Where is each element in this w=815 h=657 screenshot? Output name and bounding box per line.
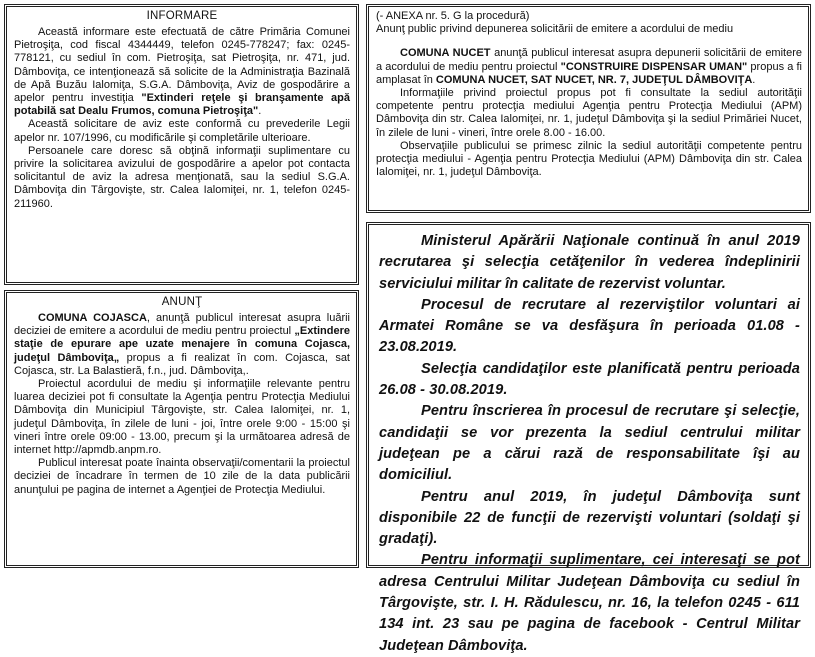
anexa-paragraph-1 [376,47,802,87]
informare-project-name: "Extinderi reţele şi branşamente apă potabilă sat Dealu Frumos, comuna Pietroşiţa" [14,92,351,118]
informare-p1-end: . [258,105,262,118]
anexa-body [376,10,802,206]
minister-notice [366,222,811,654]
minister-paragraph-5: Pentru anul 2019, în judeţul Dâmboviţa sunt disponibile 22 de funcţii de rezervişti voluntari (soldaţi şi gradaţi). [379,488,800,548]
anunt-p1-location: propus a fi realizat în com. Cojasca, sat Cojasca, str. La Balastieră, f.n., jud. Dâmboviţa,. [14,351,350,377]
anexa-commune-name: COMUNA NUCET [400,47,491,60]
informare-title: INFORMARE [146,10,218,22]
anexa-notice [366,4,811,213]
informare-notice [4,4,359,285]
anunt-title: ANUNŢ [161,296,203,308]
anunt-project-name: „Extindere staţie de epurare ape uzate menajere în comuna Cojasca, judeţul Dâmboviţa„ [14,325,350,364]
minister-paragraph-4: Pentru înscrierea în procesul de recrutare şi selecţie, candidaţii se vor prezenta la sediul centrului militar judeţean pe a cărui rază de responsabilitate îşi au domiciliul. [379,403,800,484]
anexa-p1-text-2: propus a fi amplasat în [376,60,802,86]
anexa-subtitle: Anunţ public privind depunerea solicitării de emitere a acordului de mediu [376,23,734,36]
anexa-p1-end: . [752,73,756,86]
anunt-body [14,296,350,561]
anunt-notice [4,290,359,568]
anexa-project-name: "CONSTRUIRE DISPENSAR UMAN" [560,60,748,73]
informare-paragraph-2: Aceastǎ solicitare de aviz este conformă cu prevederile Legii apelor nr. 107/1996, cu modificările şi completările ulterioare. [14,118,350,144]
minister-paragraph-1: Ministerul Apărării Naţionale continuă în anul 2019 recrutarea şi selecţia cetăţenilor în vederea îndeplinirii serviciului militar în calitate de rezervist voluntar. [379,233,800,292]
anunt-paragraph-2: Proiectul acordului de mediu şi informaţiile relevante pentru luarea deciziei pot fi consultate la Agenţia pentru Protecţia Mediului Dâmboviţa din Municipiul Târgovişte, str. Calea Ialomiţei, nr. 1, judeţul Dâmboviţa, în zilele de luni - joi, între orele 9:00 - 15:00 şi vineri între orele 09:00 - 13.00, precum şi la următoarea adresă de internet http://apmdb.anpm.ro. [14,378,350,457]
anunt-paragraph-1 [14,312,350,378]
anexa-reference: (- ANEXA nr. 5. G la procedură) [376,10,530,22]
minister-paragraph-3: Selecţia candidaţilor este planificată pentru perioada 26.08 - 30.08.2019. [379,360,800,399]
informare-p1-text: Această informare este efectuată de către Primăria Comunei Pietroşiţa, cod fiscal 4344449, telefon 0245-778247; fax: 0245-778121, cu sediul în com. Pietroşiţa, sat Pietroşiţa, nr. 471, jud. Dâmboviţa, ce intenţionează să solicite de la Administraţia Bazinală de Apă Buzău Ialomiţa, S.G.A. Dâmboviţa, Aviz de gospodărire a apelor pentru investiţia [14,26,350,105]
minister-body [379,231,800,654]
informare-paragraph-3: Persoanele care doresc să obţină informaţii suplimentare cu privire la solicitarea avizului de gospodărire a apelor pot contacta solicitantul de aviz la adresa menţionată, sau la sediul S.G.A. Dâmboviţa din Târgovişte, str. Calea Ialomiţei, nr. 1, telefon 0245-211960. [14,144,350,210]
anexa-paragraph-3: Observaţiile publicului se primesc zilnic la sediul autorităţii competente pentru protecţia mediului - Agenţia pentru Protecţia Mediului (APM) Dâmboviţa din str. Calea Ialomiţei, nr. 1, judeţul Dâmboviţa. [376,139,802,179]
anunt-p1-text: , anunţă publicul interesat asupra luării deciziei de emitere a acordului de mediu pentru proiectul [14,312,350,338]
anunt-paragraph-3: Publicul interesat poate înainta observaţii/comentarii la proiectul deciziei de încadrare în termen de 10 zile de la data publicării anunţului pe pagina de internet a Agenţiei de Protecţia Mediului. [14,457,350,496]
anexa-p1-text: anunţă publicul interesat asupra depunerii solicitării de emitere a acordului de mediu pentru proiectul [376,47,802,73]
anexa-location: COMUNA NUCET, SAT NUCET, NR. 7, JUDEŢUL DÂMBOVIŢA [435,73,753,86]
anunt-commune-name: COMUNA COJASCA [38,312,147,324]
minister-paragraph-6: Pentru informaţii suplimentare, cei interesaţi se pot adresa Centrului Militar Judeţean Dâmboviţa cu sediul în Târgovişte, str. I. H. Rădulescu, nr. 16, la telefon 0245 - 611 134 int. 23 sau pe pagina de facebook - Centrul Militar Judeţean Dâmboviţa. [379,552,800,654]
informare-body [14,10,350,278]
anexa-paragraph-2: Informaţiile privind proiectul propus pot fi consultate la sediul autorităţii competente pentru protecţia mediului Agenţia pentru Protecţia Mediului (APM) Dâmboviţa din str. Calea Ialomiţei, nr. 1, judeţul Dâmboviţa şi la sediul Primăriei Nucet, în zilele de luni - vineri, între orele 8.00 - 16.00. [376,87,802,139]
minister-paragraph-2: Procesul de recrutare al rezerviştilor voluntari ai Armatei Române se va desfăşura în perioada 01.08 - 23.08.2019. [379,296,800,356]
informare-paragraph-1 [14,26,350,118]
